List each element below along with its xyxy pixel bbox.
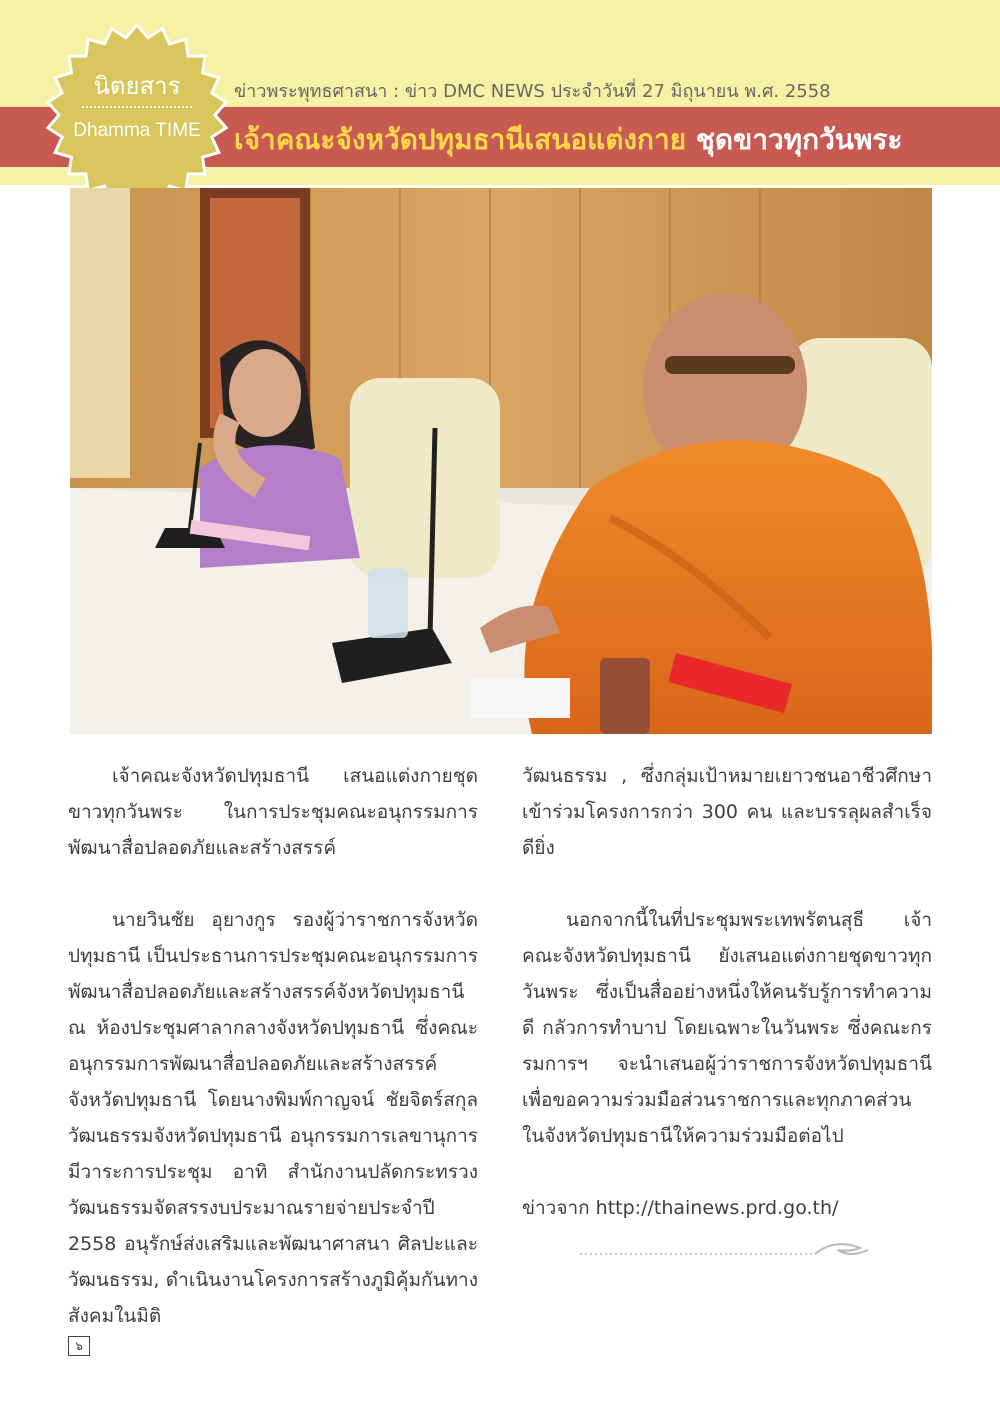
badge-subtitle: Dhamma TIME <box>73 120 201 141</box>
badge-divider <box>82 106 192 108</box>
article-column-left <box>68 758 478 1334</box>
badge-title: นิตยสาร <box>93 72 181 100</box>
badge-starburst-icon <box>42 20 232 210</box>
news-meta: ข่าวพระพุทธศาสนา : ข่าว DMC NEWS ประจำวันที่ 27 มิถุนายน พ.ศ. 2558 <box>234 81 831 102</box>
magazine-badge <box>42 20 232 210</box>
article-paragraph: เจ้าคณะจังหวัดปทุมธานี เสนอแต่งกายชุดขาวทุกวันพระ ในการประชุมคณะอนุกรรมการพัฒนาสื่อปลอดภัยและสร้างสรรค์ <box>68 765 478 859</box>
article-paragraph: วัฒนธรรม , ซึ่งกลุ่มเป้าหมายเยาวชนอาชีวศึกษาเข้าร่วมโครงการกว่า 300 คน และบรรลุผลสำเร็จดียิ่ง <box>522 765 932 859</box>
news-source: ข่าวจาก http://thainews.prd.go.th/ <box>522 1197 839 1219</box>
article-column-right <box>522 758 932 1226</box>
page-number: ๖ <box>68 1336 90 1356</box>
headline-part-2: ชุดขาวทุกวันพระ <box>695 123 903 156</box>
page-title <box>234 118 902 162</box>
article-paragraph: นอกจากนี้ในที่ประชุมพระเทพรัตนสุธี เจ้าคณะจังหวัดปทุมธานี ยังเสนอแต่งกายชุดขาวทุกวันพระ ซึ่งเป็นสื่ออย่างหนึ่งให้คนรับรู้การทำความดี กลัวการทำบาป โดยเฉพาะในวันพระ ซึ่งคณะกรรมการฯ จะนำเสนอผู้ว่าราชการจังหวัดปทุมธานีเพื่อขอความร่วมมือส่วนราชการและทุกภาคส่วนในจังหวัดปทุมธานีให้ความร่วมมือต่อไป <box>522 909 932 1147</box>
meeting-photo <box>70 188 932 734</box>
article-paragraph: นายวินชัย อุยางกูร รองผู้ว่าราชการจังหวัดปทุมธานี เป็นประธานการประชุมคณะอนุกรรมการพัฒนาสื่อปลอดภัยและสร้างสรรค์จังหวัดปทุมธานี ณ ห้องประชุมศาลากลางจังหวัดปทุมธานี ซึ่งคณะอนุกรรมการพัฒนาสื่อปลอดภัยและสร้างสรรค์จังหวัดปทุมธานี โดยนางพิมพ์กาญจน์ ชัยจิตร์สกุล วัฒนธรรมจังหวัดปทุมธานี อนุกรรมการเลขานุการ มีวาระการประชุม อาทิ สำนักงานปลัดกระทรวงวัฒนธรรมจัดสรรงบประมาณรายจ่ายประจำปี 2558 อนุรักษ์ส่งเสริมและพัฒนาศาสนา ศิลปะและวัฒนธรรม, ดำเนินงานโครงการสร้างภูมิคุ้มกันทางสังคมในมิติ <box>68 909 478 1327</box>
ornament-divider-icon <box>580 1236 880 1266</box>
headline-part-1: เจ้าคณะจังหวัดปทุมธานีเสนอแต่งกาย <box>234 123 687 156</box>
